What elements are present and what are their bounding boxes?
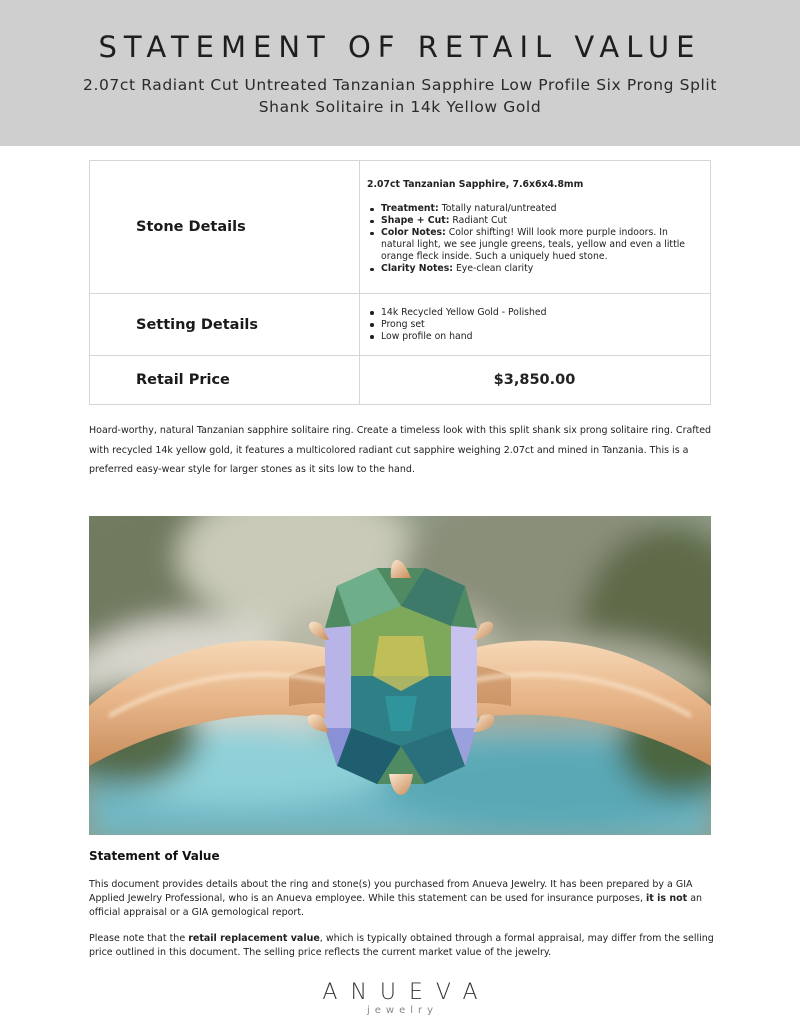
stone-details-list [367, 203, 702, 275]
shape-label: Shape + Cut: [381, 215, 450, 226]
list-item: Prong set [367, 319, 702, 331]
color-value: Color shifting! Will look more purple indoors. In natural light, we see jungle greens, teals, yellow and even a little orange fleck inside. Such a uniquely hued stone. [381, 227, 686, 262]
product-description: Hoard-worthy, natural Tanzanian sapphire solitaire ring. Create a timeless look with this split shank six prong solitaire ring. Crafted with recycled 14k yellow gold, it features a multicolored radiant cut sapphire weighing 2.07ct and mined in Tanzania. This is a preferred easy-wear style for larger stones as it sits low to the hand. [89, 425, 712, 475]
retail-price-value: $3,850.00 [360, 356, 711, 405]
stone-details-label: Stone Details [90, 161, 360, 294]
para2-end: , which is typically obtained through a formal appraisal, may differ from the selling price outlined in this document. The selling price reflects the current market value of the jewelry. [89, 933, 714, 958]
retail-price-row [90, 356, 711, 405]
statement-paragraph-2 [89, 932, 715, 960]
document-title: STATEMENT OF RETAIL VALUE [98, 30, 702, 64]
clarity-value: Eye-clean clarity [455, 263, 534, 274]
list-item [367, 263, 702, 275]
list-item: 14k Recycled Yellow Gold - Polished [367, 307, 702, 319]
retail-price-label: Retail Price [90, 356, 360, 405]
list-item [367, 215, 702, 227]
treatment-label: Treatment: [381, 203, 439, 214]
document-header [0, 0, 800, 146]
para1-bold: it is not [646, 893, 688, 904]
para1-end: an official appraisal or a GIA gemological report. [89, 893, 703, 918]
stone-details-row [90, 161, 711, 294]
logo-brand: ANUEVA [322, 980, 491, 1005]
setting-details-content [360, 294, 711, 356]
setting-details-row [90, 294, 711, 356]
details-table [89, 160, 711, 405]
shape-value: Radiant Cut [452, 215, 508, 226]
para2-start: Please note that the [89, 933, 189, 944]
statement-paragraph-1 [89, 878, 715, 920]
ring-photo [89, 516, 711, 835]
treatment-value: Totally natural/untreated [441, 203, 557, 214]
stone-title: 2.07ct Tanzanian Sapphire, 7.6x6x4.8mm [367, 179, 584, 190]
stone-details-content [360, 161, 711, 294]
logo-subtext: jewelry [366, 1005, 439, 1016]
color-label: Color Notes: [381, 227, 446, 238]
list-item [367, 227, 702, 263]
list-item [367, 203, 702, 215]
anueva-logo [0, 980, 800, 1016]
product-subtitle: 2.07ct Radiant Cut Untreated Tanzanian Sapphire Low Profile Six Prong Split Shank Solitaire in 14k Yellow Gold [82, 76, 718, 116]
setting-details-label: Setting Details [90, 294, 360, 356]
statement-title: Statement of Value [89, 849, 220, 863]
para1-text: This document provides details about the ring and stone(s) you purchased from Anueva Jewelry. It has been prepared by a GIA Applied Jewelry Professional, who is an Anueva employee. While this statement can be used for insurance purposes, [89, 879, 693, 904]
clarity-label: Clarity Notes: [381, 263, 453, 274]
list-item: Low profile on hand [367, 331, 702, 343]
setting-details-list [367, 307, 702, 343]
para2-bold: retail replacement value [188, 933, 320, 944]
